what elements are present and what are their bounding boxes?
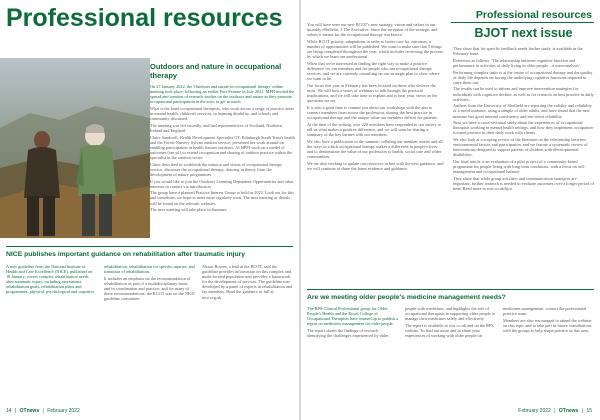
paragraph: The report is available at rcot.co.uk and on the RPS website. To find out more and to share your experiences of working with older people on medicines management, contact the professional practice team. [405,306,587,339]
article-title-medicines: Are we meeting older people's medicine management needs? [307,294,506,301]
paragraph: It includes an emphasis on the recommendation of rehabilitation as part of a multidisciplinary team, and in coordination and practice, and for many of these recommendations, the RCOT was on the NICE guideline committee. [104,275,195,302]
strategy-column [307,22,445,284]
paragraph: The RPS Clinical Professional group for Older People's Health and the Royal College of Occupational Therapists have teamed up to publish a report on medicines management for older people. [307,306,398,327]
paragraph: The results can be used to inform and improve intervention strategies for individuals with cognitive decline, as well as for research on best practice in daily activities. [453,86,594,102]
paragraph: Next we have a cross-sectional study about the experiences of occupational therapists working in mental health settings, and how they implement occupation-focused practice in their daily work with clients. [453,120,594,136]
page-number: 14 [6,408,12,414]
hikers-photo [0,58,150,238]
paragraph: What is the bond occupational therapists, who work across a range of practice areas in mental health, children's services, in learning disability, and schools and community discussed. [150,105,294,122]
article-nice-body [6,264,293,402]
paragraph: They show that for specific feedback needs further study, is available in the February issue. [453,46,583,57]
paragraph: You will have seen our new RCOT's new strategy, vision and values in our monthly eBulletin, 3 The Executive. Since the inception of the strategic and values it means for the occupational therapy workforce. [307,22,438,38]
page-title: Professional resources [6,4,283,32]
section-divider [6,246,293,247]
bjot-column [453,46,594,284]
section-divider [307,289,594,290]
paragraph: They show that while group activities and communication strategies are important, further research is needed to evaluate outcomes over a longer period of time. Read more at rcot.co.uk/bjot. [453,175,594,192]
issue-date: February 2022 [518,408,551,414]
publication-name: OTnews [558,408,579,414]
section-header: Professional resources [475,9,592,21]
paragraph: The next meeting will take place in Summer. [150,207,228,213]
paragraph: Members are also encouraged to attend the webinar on this topic and to take part in future consultations with the groups to help shape practice in this area. [503,317,592,333]
left-page [0,0,299,420]
paragraph: If you would like to join the Outdoors Learning Dependent Opportunities and other interests in contact via introduction. [150,178,294,189]
paragraph: Authors from the University of Sheffield are reporting the validity and reliability of a novel measure, using a sample of older adults, and have found that the new measure has good internal consistency and test-retest reliability. [453,103,592,119]
paragraph: A new guideline from the National Institute of Health and Care Excellence (NICE), published on 18 January, covers complex rehabilitation needs after traumatic injury, including assessment, rehabilitation goals, rehabilitation plans and programmes, physical, psychological and cognitive rehabilitation, rehabilitation for specific injuries, and transition of rehabilitation. [6,264,195,295]
page-footer-right: February 2022 | OTnews | 15 [518,408,592,414]
paragraph: The report shares the findings of research identifying the challenges experienced by older people with medicines, and highlights the role of occupational therapists in supporting older people to manage their medicines safely and effectively. [307,306,496,339]
bjot-heading-box [451,24,596,42]
paragraph: Reference as follows: 'The relationship between cognitive function and performance in activities of daily living in older people – a meta-analysis'. [453,57,581,68]
hikers-photo-image [0,58,150,238]
paragraph: We also have a publication in the summer, collating our member stories and all the ways in which occupational therapy makes a difference in people's lives, and to demonstrate the value of our profession to health, social care and wider communities. [307,138,443,159]
paragraph: When that we're interested in finding the right way to make a positive difference for our members and for people who use occupational therapy services, and we are currently consulting on our strategic plan to show where we want to be. [307,60,440,82]
publication-name: OTnews [19,408,40,414]
header-divider [451,22,594,23]
paragraph: It is also a good time to remind you about our workshops with the aim to connect members from across the profession, sharing the best practice in occupational therapy and the unique value our members deliver for patients. [307,104,438,120]
issue-date: February 2022 [47,408,80,414]
paragraph: The meeting was led virtually, and had representatives of Scotland, Northern Ireland and England. [150,122,282,133]
paragraph: We are also working to update our resources in line with the new guidance, and we will continue to share the latest evidence and guidance. [307,160,444,171]
paragraph: We also look at a scoping review of the literature on the relationship between environmental factors and participation, and we feature a systematic review of interventions designed to support parents of children with developmental disabilities. [453,137,588,158]
paragraph: Claire described in workbook the mission and vision of occupational therapy service, discusses the occupational therapy, drawing in theory from the development of nature programmes. [150,161,283,177]
page-number: 15 [586,408,592,414]
article-title-nice: NICE publishes important guidance on rehabilitation after traumatic injury [6,251,246,258]
right-page [301,0,600,420]
paragraph: Our focus this year in February has been focused on those who deserve the most. We will host a series of webinars to talk through the practical implications, and we will take time to explain and to hear your views on the questions we set. [307,82,438,104]
paragraph: Claire Sandwell, Health Development Specialist OT, Edinburgh South Trust's health and the Forest-Nursery Sylvan outdoor service, presented her work around on enabling participation in health lessons outdoors, AI HPPI work on a model of outcomes (see p1) to extend recognition and sharing of outdoor practice within the specialist in the outdoor sector. [150,134,295,160]
paragraph: Our final article is an evaluation of a pilot project of a community-based programme for people living with long-term conditions, with a focus on self-management and occupational balance. [453,159,586,175]
paragraph: The group have a planned Practice Interest Group to hold in 2022. Look out for this and contribute; we hope to meet more regularly soon. The next meeting or details will be found on the relevant websites. [150,190,294,206]
article-medicines-body [307,306,594,402]
article-title-outdoors: Outdoors and nature in occupational therapy [150,62,282,80]
paragraph: Alison Bowen, a lead at the RCOT, said the guideline provides information on this complex and multi-faceted population and provides a framework for the development of services. The guideline was developed by a panel of experts in rehabilitation and lay members. Read the guidance in full at nice.org.uk. [202,264,293,300]
page-footer-left: 14 | OTnews | February 2022 [6,408,80,414]
paragraph: Performing complex tasks is at the centre of occupational therapy and the quality of daily life depends on having the underlying cognitive functions required to carry them out. [453,69,593,85]
paragraph: At the time of the writing, over 220 members have responded to our survey to tell us what makes a positive difference, and we will soon be sharing a summary of the key themes with our members. [307,121,442,137]
paragraph: On 27 January 2022, the 'Outdoors and nature in occupational therapy' online meeting took place, following an earlier Fact Feature in July 2021. MPH invited the spread and creation of research studies on the outdoors and nature as they promote occupational participation in the area, to get in touch. [150,84,295,105]
article-outdoors-body [150,84,295,240]
paragraph: While RCOT priority, adaptations in order to better care for outcomes, a number of opportunities will be published. We want to make sure that 5 things are being completed throughout the year, which includes reviewing the process by which we learn our professional. [307,38,443,60]
bjot-heading: BJOT next issue [474,26,573,40]
